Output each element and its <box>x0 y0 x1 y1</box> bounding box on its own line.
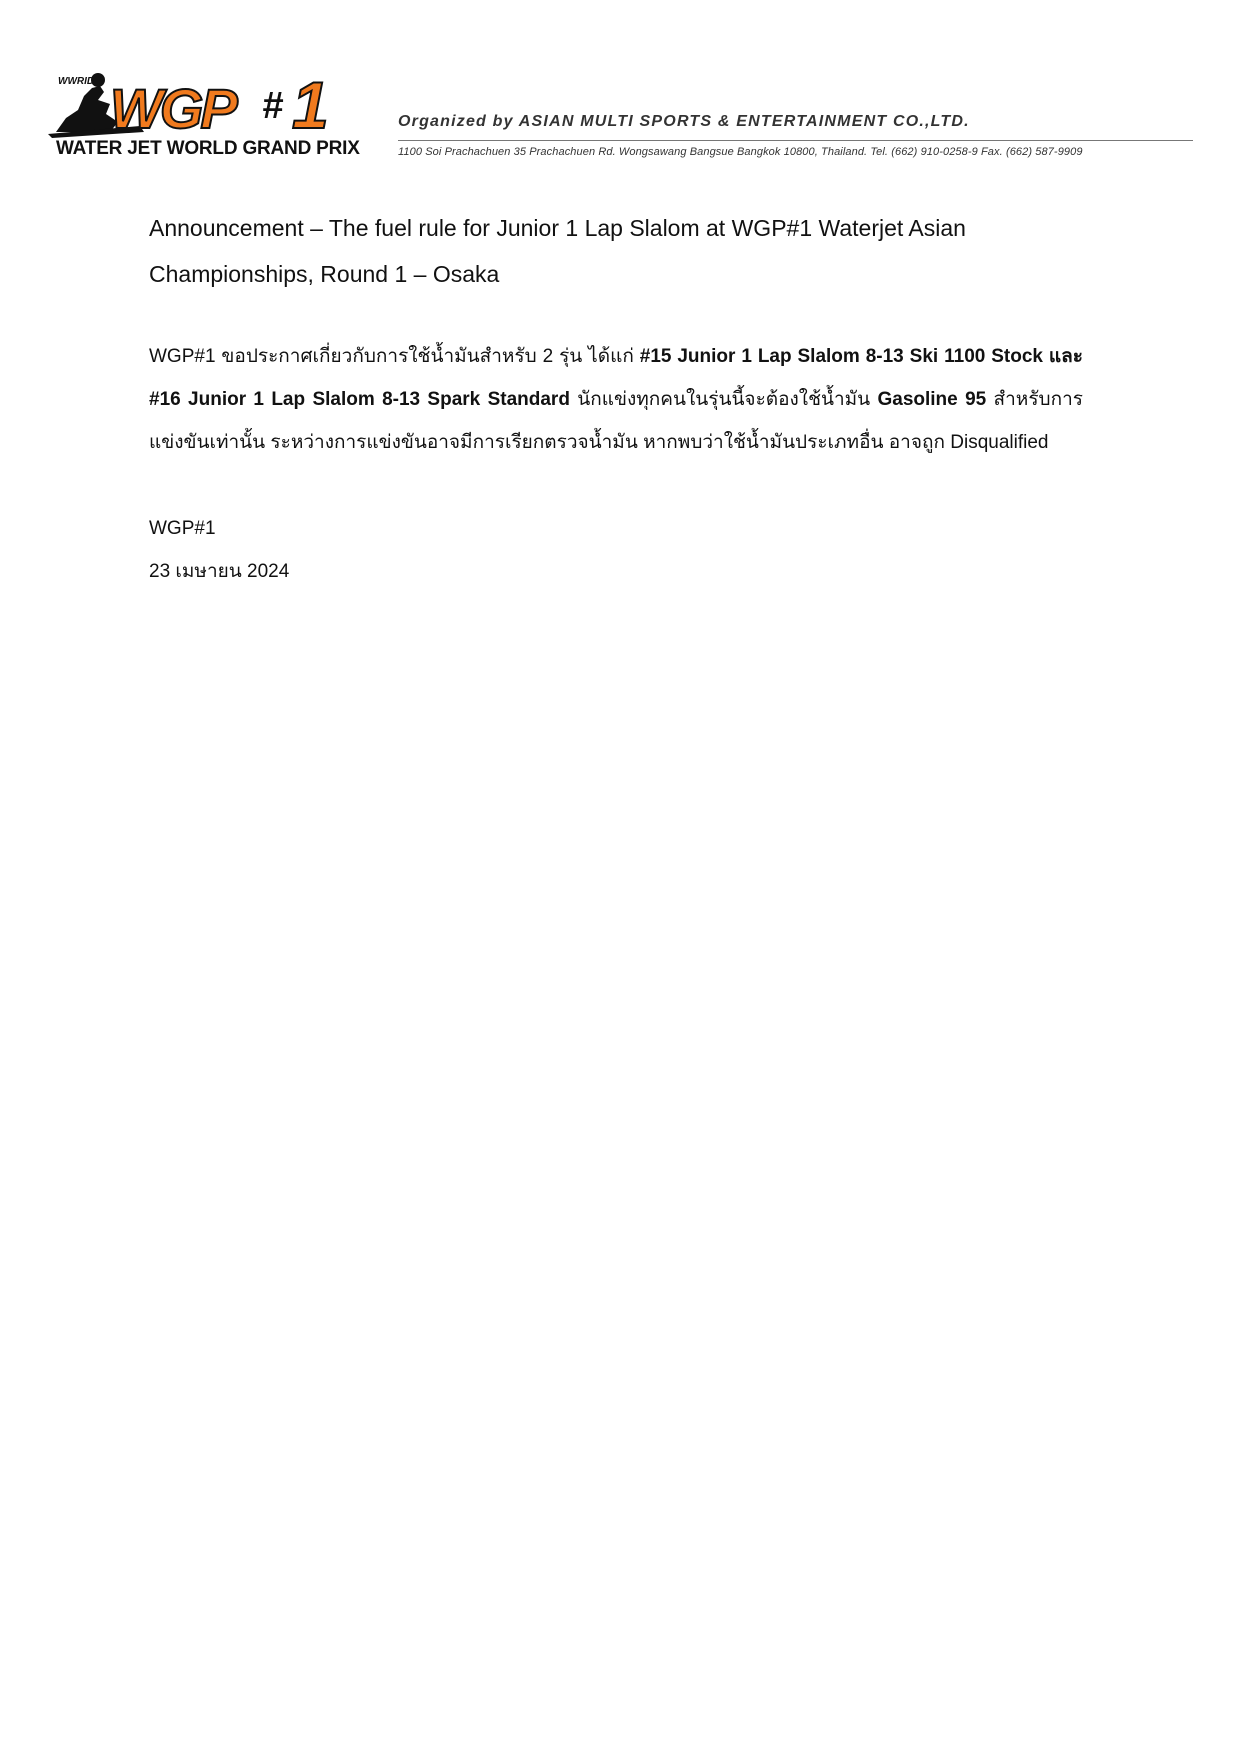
svg-text:WGP: WGP <box>110 77 235 140</box>
signature-date: 23 เมษายน 2024 <box>149 561 290 582</box>
connector-word: และ <box>1048 346 1084 367</box>
letterhead <box>0 0 1241 175</box>
announcement-title: Announcement – The fuel rule for Junior 1 Lap Slalom at WGP#1 Waterjet Asian Championships, Round 1 – Osaka <box>149 215 966 287</box>
signature-org: WGP#1 <box>149 518 216 539</box>
class-16-name: #16 Junior 1 Lap Slalom 8-13 Spark Standard <box>149 389 570 410</box>
logo-caption: WATER JET WORLD GRAND PRIX <box>56 138 360 159</box>
svg-text:#: # <box>262 85 284 127</box>
fuel-type: Gasoline 95 <box>877 389 987 410</box>
announcement <box>149 205 1083 593</box>
wgp1-logo <box>48 70 378 165</box>
signature-block <box>149 507 1083 593</box>
announcement-body <box>149 335 1083 464</box>
wwrid-mark: WWRID <box>58 76 95 87</box>
address-line: 1100 Soi Prachachuen 35 Prachachuen Rd. Wongsawang Bangsue Bangkok 10800, Thailand. Tel. (662) 910-0258-9 Fax. (662) 587-9909 <box>398 146 1083 158</box>
body-intro: WGP#1 ขอประกาศเกี่ยวกับการใช้น้ำมันสำหรับ 2 รุ่น ได้แก่ <box>149 346 640 367</box>
class-15-name: #15 Junior 1 Lap Slalom 8-13 Ski 1100 Stock <box>639 346 1043 367</box>
organizer-line: Organized by ASIAN MULTI SPORTS & ENTERTAINMENT CO.,LTD. <box>398 113 970 130</box>
svg-text:1: 1 <box>292 70 329 140</box>
body-requirement: นักแข่งทุกคนในรุ่นนี้จะต้องใช้น้ำมัน <box>569 389 878 410</box>
header-divider <box>398 140 1193 141</box>
body-penalty: สำหรับการแข่งขันเท่านั้น ระหว่างการแข่งขันอาจมีการเรียกตรวจน้ำมัน หากพบว่าใช้น้ำมันประเภทอื่น อาจถูก Disqualified <box>149 389 1083 453</box>
jetski-rider-logo-icon <box>48 70 378 140</box>
